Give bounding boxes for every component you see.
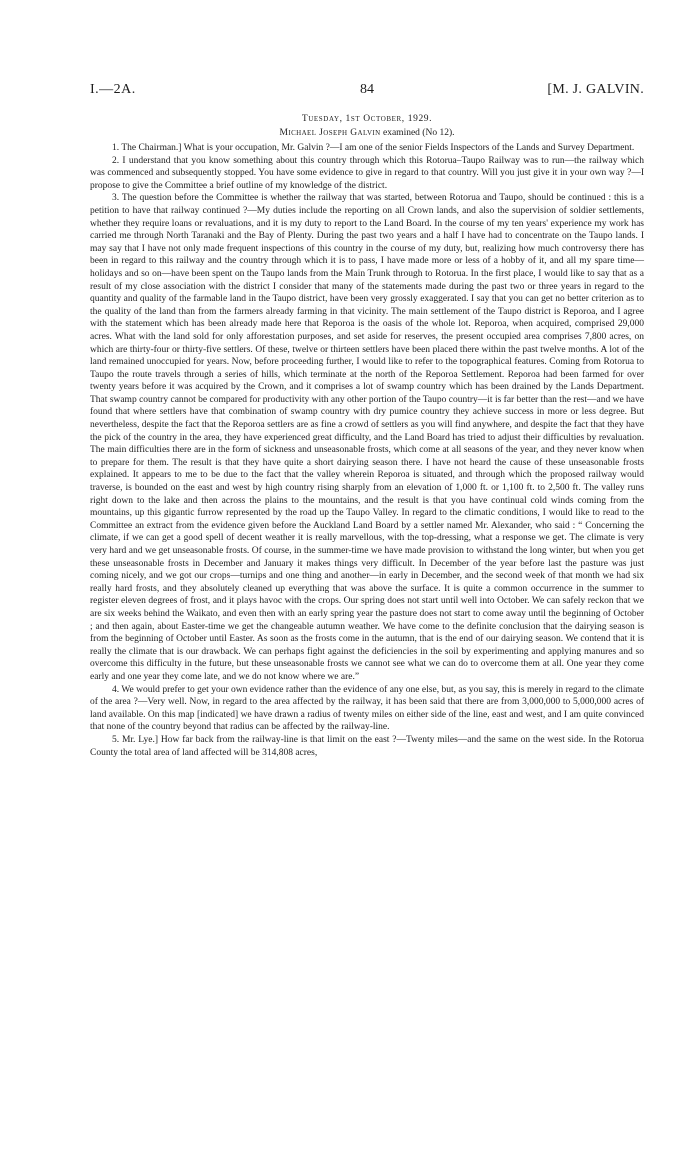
- witness-reference: [M. J. GALVIN.: [547, 82, 644, 97]
- document-page: [90, 82, 644, 759]
- testimony-body: [90, 142, 644, 759]
- session-date: Tuesday, 1st October, 1929.: [301, 114, 433, 124]
- paragraph-5: 5. Mr. Lye.] How far back from the railway-line is that limit on the east ?—Twenty miles—and the same on the west side. In the Rotorua County the total area of land affected will be 314,808 acres,: [90, 734, 644, 758]
- witness-heading: [90, 128, 644, 138]
- paper-reference: I.—2A.: [90, 82, 136, 97]
- paragraph-1: 1. The Chairman.] What is your occupation, Mr. Galvin ?—I am one of the senior Fields Inspectors of the Lands and Survey Department.: [112, 143, 635, 153]
- witness-examined-note: examined (No 12).: [380, 128, 455, 138]
- witness-name: Michael Joseph Galvin: [279, 128, 381, 138]
- paragraph-3: 3. The question before the Committee is whether the railway that was started, between Rotorua and Taupo, should be continued : this is a petition to have that railway continued ?—My duties include the reporting on all Crown lands, and also the supervision of soldier settlements, whether they require loans or revaluations, and it is my duty to report to the Land Board. In the course of my ten years' experience my work has carried me through North Taranaki and the Bay of Plenty. During the past two years and a half I have had to concentrate on the Taupo lands. I may say that I have not only made frequent inspections of this country in the course of my duty, but, realizing how much controversy there has been in regard to this railway and the country through which it is to pass, I have made more or less of a hobby of it, and all my spare time—holidays and so on—have been spent on the Taupo lands from the Main Trunk through to Rotorua. In the first place, I would like to say that as a result of my close association with the district I consider that many of the statements made during the past two or three years in regard to the quantity and quality of the farmable land in the Taupo district, have been very grossly exaggerated. I say that you can get no better criterion as to the quality of the land than from the farmers already farming in that vicinity. The main settlement of the Taupo district is Reporoa, and I agree with the statement which has been already made here that Reporoa is the oasis of the whole lot. Reporoa, when acquired, comprised 29,000 acres. What with the land sold for only afforestation purposes, and set aside for reserves, the present occupied area comprises 7,800 acres, on which are thirty-four or thirty-five settlers. Of these, twelve or thirteen settlers have been placed there within the past twelve months. A lot of the land remained unoccupied for years. Now, before proceeding further, I would like to refer to the topographical features. Coming from Rotorua to Taupo the route travels through a series of hills, which terminate at the north of the Reporoa Settlement. Reporoa had been farmed for over twenty years before it was acquired by the Crown, and it comprises a lot of swamp country which has been drained by the Lands Department. That swamp country cannot be compared for productivity with any other portion of the Taupo country—it is far better than the rest—and we have found that where settlers have that combination of swamp country with dry pumice country they achieve success in more or less degree. But nevertheless, despite the fact that the Reporoa settlers are as fine a crowd of settlers as you will find anywhere, and despite the fact that they have the pick of the country in the area, they have experienced great difficulty, and the Land Board has tried to adjust their difficulties by revaluation. The main difficulties there are in the form of sickness and unseasonable frosts, which come at all seasons of the year, and they never know when to prepare for them. The result is that they have quite a short dairying season there. I have not heard the cause of these unseasonable frosts explained. It appears to me to be due to the fact that the valley wherein Reporoa is situated, and through which the proposed railway would traverse, is bounded on the east and west by high country rising sharply from an elevation of 1,000 ft. or 1,100 ft. to 2,500 ft. The valley runs right down to the lake and then across the plains to the mountains, and the result is that you have continual cold winds coming from the mountains, up this gigantic furrow represented by the road up the Taupo Valley. In regard to the climatic conditions, I would like to read to the Committee an extract from the evidence given before the Auckland Land Board by a settler named Mr. Alexander, who said : “ Concerning the climate, if we can get a good spell of decent weather it is really marvellous, with the top-dressing, what a response we get. The climate is very very hard and we get unseasonable frosts. Of course, in the summer-time we have made provision to withstand the long winter, but when you get these unseasonable frosts in December and January it makes things very difficult. In December of the year before last the pasture was just coming nicely, and we got our crops—turnips and one thing and another—in early in December, and the second week of that month we had six really hard frosts, and they absolutely cleaned up everything that was above the surface. It is quite a common occurrence in the summer to register eleven degrees of frost, and it plays havoc with the crops. Our spring does not start until well into October. We can safely reckon that we are six weeks behind the Waikato, and even then with an early spring year the pasture does not start to come away until the beginning of October ; and then again, about Easter-time we get the changeable autumn weather. We have come to the definite conclusion that the dairying season is from the beginning of October until Easter. As soon as the frosts come in the autumn, that is the end of our dairying season. We contend that it is really the climate that is our drawback. We can perhaps fight against the deficiencies in the soil by experimenting and applying manures and so overcome this difficulty in the future, but these unseasonable frosts we cannot see what we can do to overcome them at all. One year they come early and one year they come late, and we do not know where we are.”: [90, 193, 644, 682]
- paragraph-4: 4. We would prefer to get your own evidence rather than the evidence of any one else, but, as you say, this is merely in regard to the climate of the area ?—Very well. Now, in regard to the area affected by the railway, it has been said that there are from 3,000,000 to 5,000,000 acres of land available. On this map [indicated] we have drawn a radius of twenty miles on either side of the line, east and west, and I am quite convinced that none of the country beyond that radius can be affected by the railway-line.: [90, 684, 644, 733]
- page-header: [90, 82, 644, 102]
- page-number: 84: [360, 82, 374, 97]
- paragraph-2: 2. I understand that you know something about this country through which this Rotorua–Taupo Railway was to run—the railway which was commenced and subsequently stopped. You have some evidence to give in regard to that country. Will you just give it in your own way ?—I propose to give the Committee a brief outline of my knowledge of the district.: [90, 155, 644, 191]
